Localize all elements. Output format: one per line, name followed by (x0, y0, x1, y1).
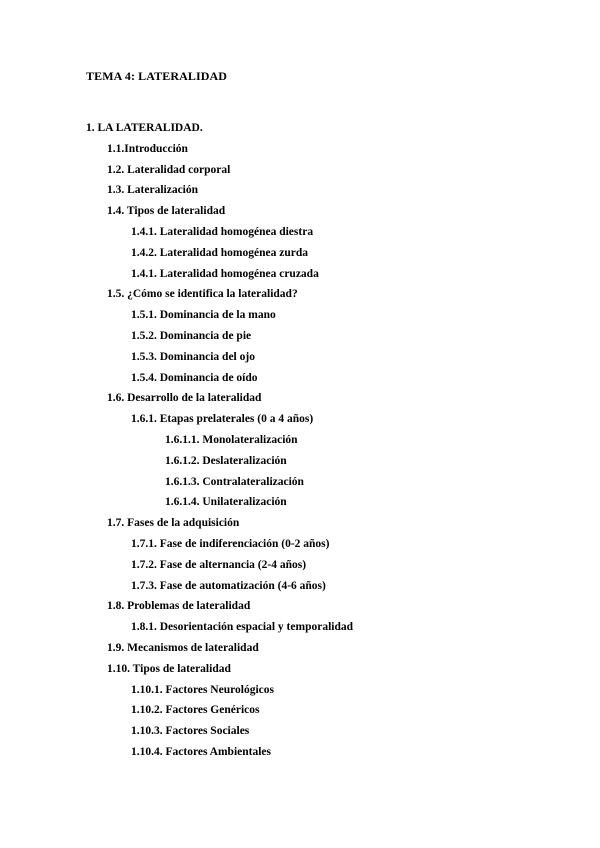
toc-entry-level-2: 1.7.2. Fase de alternancia (2-4 años) (131, 558, 307, 571)
toc-entry-level-2: 1.10.2. Factores Genéricos (131, 704, 260, 717)
table-of-contents (0, 118, 600, 763)
toc-entry-level-2: 1.5.1. Dominancia de la mano (131, 309, 276, 322)
toc-entry-level-2: 1.5.2. Dominancia de pie (131, 329, 252, 342)
toc-entry-level-1: 1.3. Lateralización (107, 184, 199, 197)
toc-entry-level-2: 1.5.4. Dominancia de oído (131, 371, 258, 384)
toc-entry-level-2: 1.8.1. Desorientación espacial y temporalidad (131, 621, 353, 634)
toc-entry-level-2: 1.4.1. Lateralidad homogénea cruzada (131, 267, 319, 280)
toc-entry-level-1: 1.6. Desarrollo de la lateralidad (107, 392, 262, 405)
toc-entry-level-2: 1.10.3. Factores Sociales (131, 725, 250, 738)
toc-entry-level-2: 1.7.1. Fase de indiferenciación (0-2 años) (131, 537, 330, 550)
toc-entry-level-1: 1.9. Mecanismos de lateralidad (107, 641, 259, 654)
toc-entry-level-1: 1.5. ¿Cómo se identifica la lateralidad? (107, 288, 298, 301)
toc-entry-level-2: 1.4.1. Lateralidad homogénea diestra (131, 225, 314, 238)
toc-entry-level-2: 1.10.4. Factores Ambientales (131, 745, 272, 758)
toc-entry-level-3: 1.6.1.3. Contralateralización (165, 475, 304, 488)
toc-entry-level-3: 1.6.1.4. Unilateralización (165, 496, 287, 509)
toc-entry-level-1: 1.10. Tipos de lateralidad (107, 662, 231, 675)
toc-entry-level-3: 1.6.1.2. Deslateralización (165, 454, 287, 467)
toc-entry-level-0: 1. LA LATERALIDAD. (86, 122, 203, 134)
toc-entry-level-1: 1.2. Lateralidad corporal (107, 163, 231, 176)
toc-entry-level-2: 1.5.3. Dominancia del ojo (131, 350, 255, 363)
toc-entry-level-2: 1.10.1. Factores Neurológicos (131, 683, 274, 696)
document-title: TEMA 4: LATERALIDAD (86, 69, 228, 83)
toc-entry-level-2: 1.4.2. Lateralidad homogénea zurda (131, 246, 308, 259)
toc-entry-level-1: 1.1.Introducción (107, 142, 188, 155)
toc-entry-level-3: 1.6.1.1. Monolateralización (165, 433, 298, 446)
toc-entry-level-1: 1.4. Tipos de lateralidad (107, 205, 226, 218)
toc-entry-level-2: 1.6.1. Etapas prelaterales (0 a 4 años) (131, 413, 314, 426)
toc-entry-level-1: 1.7. Fases de la adquisición (107, 517, 240, 530)
toc-entry-level-1: 1.8. Problemas de lateralidad (107, 600, 251, 613)
toc-entry-level-2: 1.7.3. Fase de automatización (4-6 años) (131, 579, 326, 592)
